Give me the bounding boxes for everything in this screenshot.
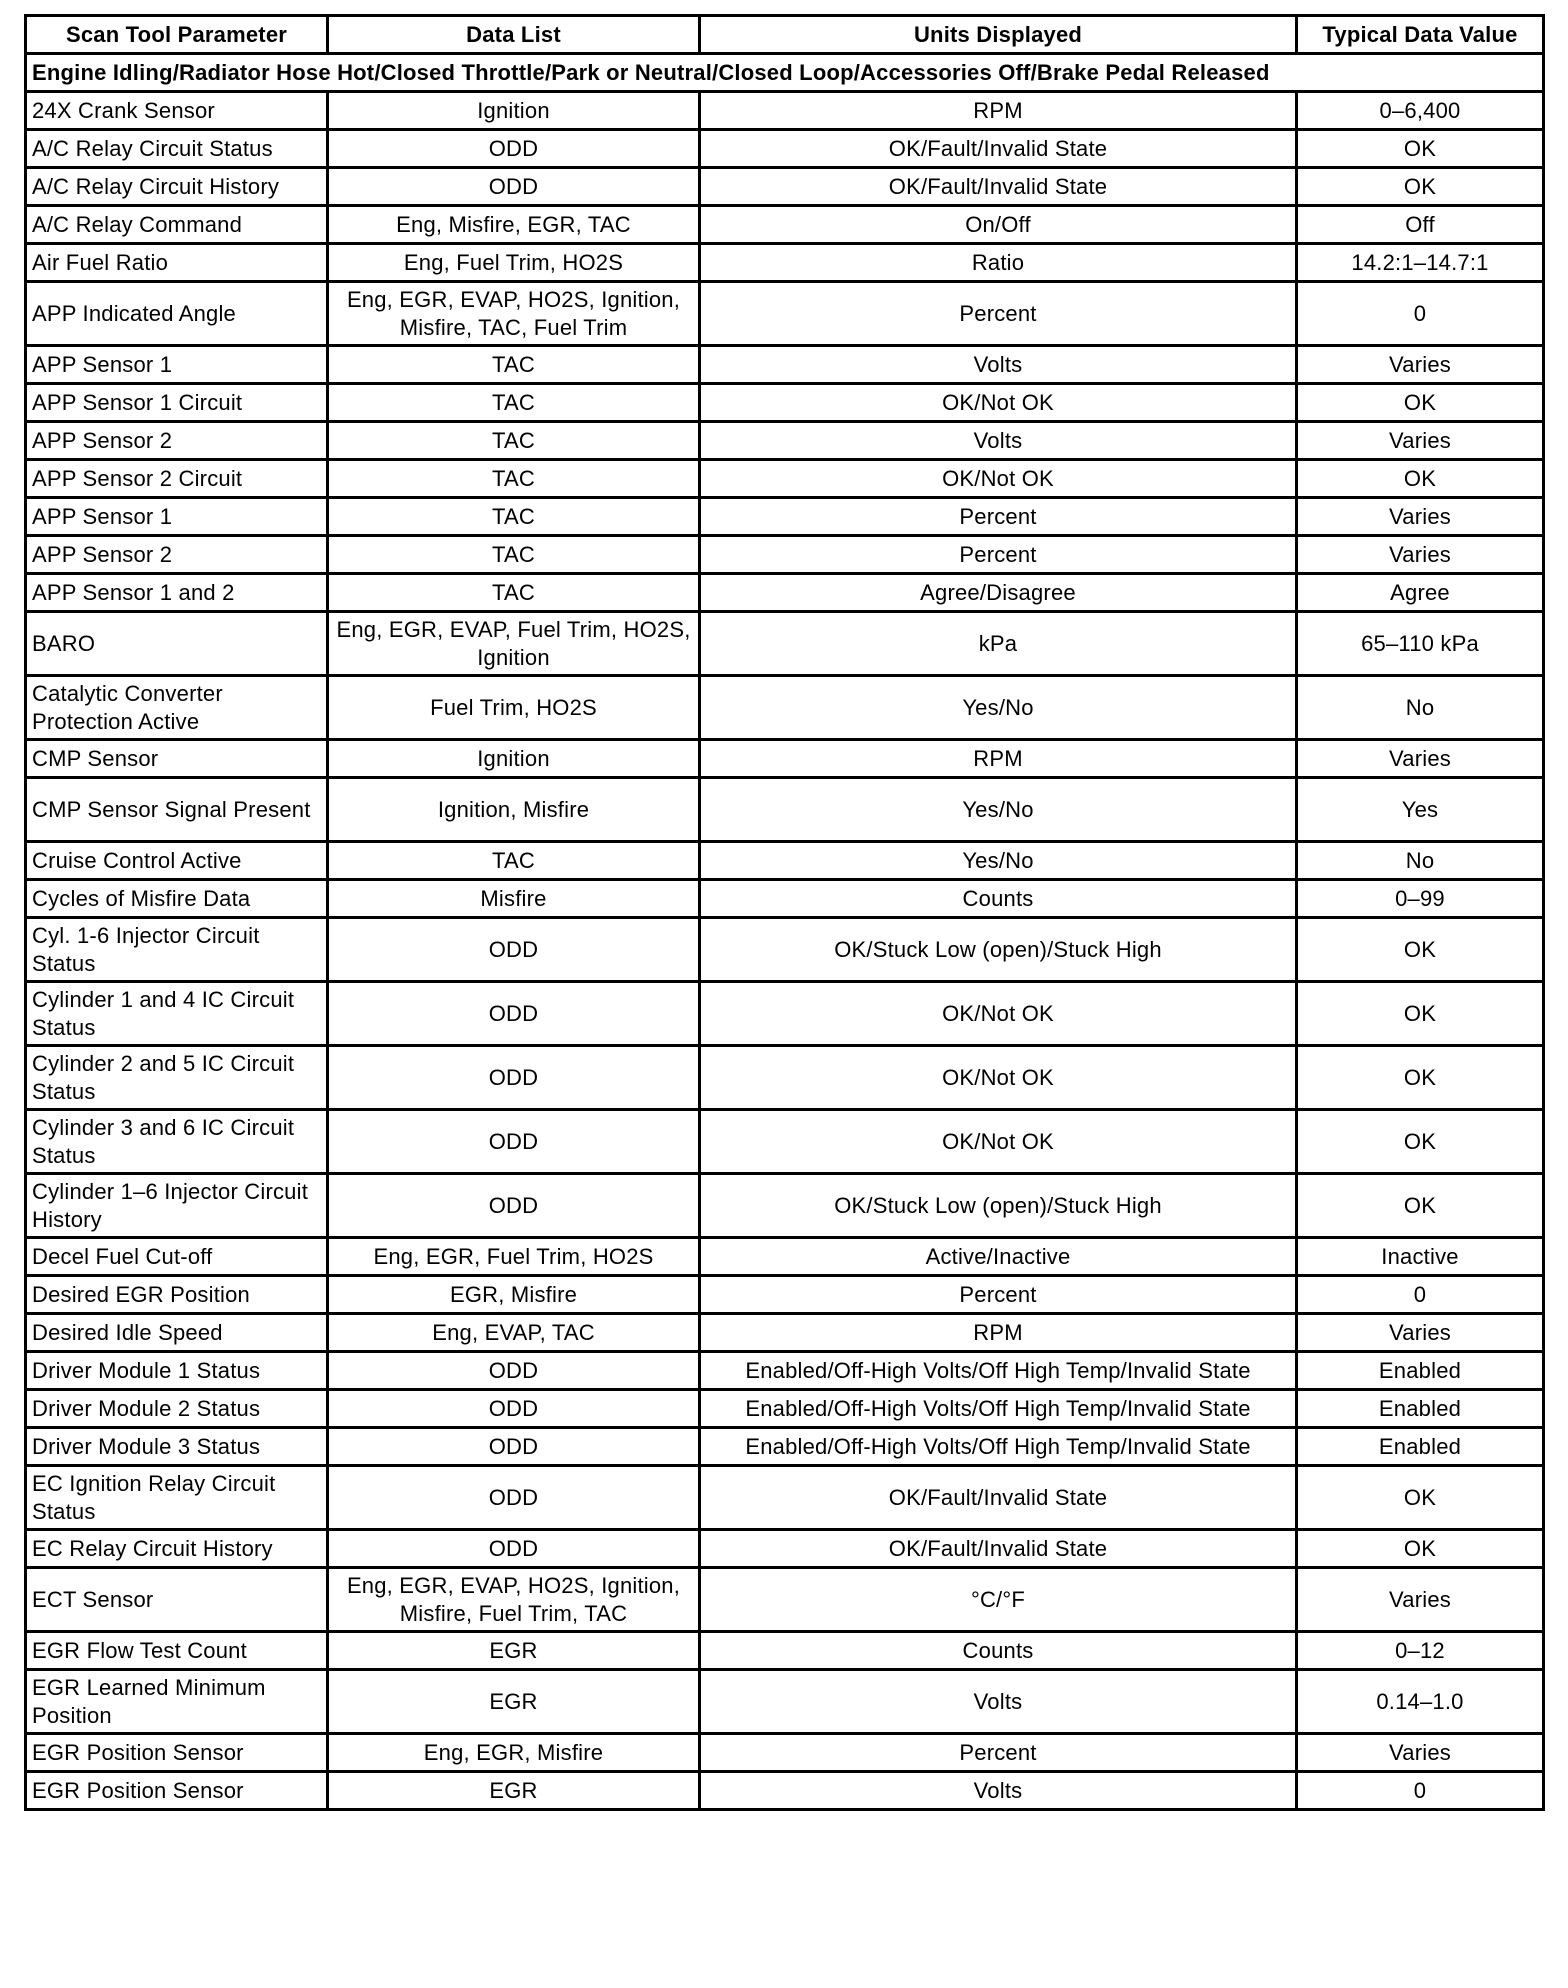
cell-scan-tool-parameter: EGR Flow Test Count [26, 1632, 328, 1670]
cell-scan-tool-parameter: APP Sensor 2 [26, 422, 328, 460]
cell-scan-tool-parameter: EGR Position Sensor [26, 1772, 328, 1810]
cell-units-displayed: RPM [700, 1314, 1297, 1352]
cell-typical-data-value: Enabled [1297, 1352, 1544, 1390]
cell-scan-tool-parameter: Driver Module 1 Status [26, 1352, 328, 1390]
cell-units-displayed: OK/Not OK [700, 1110, 1297, 1174]
table-row [26, 740, 1544, 778]
table-row [26, 1238, 1544, 1276]
table-row [26, 498, 1544, 536]
cell-typical-data-value: 65–110 kPa [1297, 612, 1544, 676]
cell-data-list: TAC [328, 384, 700, 422]
cell-scan-tool-parameter: Desired EGR Position [26, 1276, 328, 1314]
table-row [26, 1174, 1544, 1238]
table-row [26, 880, 1544, 918]
table-row [26, 1276, 1544, 1314]
cell-scan-tool-parameter: Driver Module 3 Status [26, 1428, 328, 1466]
cell-typical-data-value: OK [1297, 384, 1544, 422]
table-row [26, 168, 1544, 206]
condition-row [26, 54, 1544, 92]
cell-units-displayed: OK/Fault/Invalid State [700, 1466, 1297, 1530]
cell-data-list: Eng, EGR, Misfire [328, 1734, 700, 1772]
cell-data-list: Eng, Misfire, EGR, TAC [328, 206, 700, 244]
cell-typical-data-value: 0 [1297, 1772, 1544, 1810]
cell-data-list: ODD [328, 1110, 700, 1174]
cell-data-list: ODD [328, 982, 700, 1046]
table-row [26, 206, 1544, 244]
cell-data-list: Eng, EGR, EVAP, HO2S, Ignition, Misfire, TAC, Fuel Trim [328, 282, 700, 346]
cell-typical-data-value: OK [1297, 1174, 1544, 1238]
cell-typical-data-value: Enabled [1297, 1390, 1544, 1428]
cell-scan-tool-parameter: APP Sensor 1 [26, 346, 328, 384]
cell-data-list: TAC [328, 536, 700, 574]
cell-scan-tool-parameter: Cylinder 1–6 Injector Circuit History [26, 1174, 328, 1238]
header-scan-tool-parameter: Scan Tool Parameter [26, 16, 328, 54]
cell-typical-data-value: No [1297, 842, 1544, 880]
cell-units-displayed: OK/Not OK [700, 1046, 1297, 1110]
cell-typical-data-value: 0.14–1.0 [1297, 1670, 1544, 1734]
table-row [26, 1110, 1544, 1174]
table-row [26, 1734, 1544, 1772]
cell-data-list: Misfire [328, 880, 700, 918]
cell-scan-tool-parameter: Desired Idle Speed [26, 1314, 328, 1352]
table-row [26, 346, 1544, 384]
cell-scan-tool-parameter: ECT Sensor [26, 1568, 328, 1632]
cell-units-displayed: Yes/No [700, 676, 1297, 740]
scan-tool-data-table [24, 14, 1545, 1811]
cell-data-list: ODD [328, 1046, 700, 1110]
cell-units-displayed: OK/Stuck Low (open)/Stuck High [700, 1174, 1297, 1238]
table-row [26, 1314, 1544, 1352]
cell-scan-tool-parameter: APP Sensor 1 and 2 [26, 574, 328, 612]
cell-units-displayed: Ratio [700, 244, 1297, 282]
cell-units-displayed: °C/°F [700, 1568, 1297, 1632]
cell-typical-data-value: OK [1297, 1046, 1544, 1110]
cell-units-displayed: Enabled/Off-High Volts/Off High Temp/Invalid State [700, 1428, 1297, 1466]
cell-typical-data-value: OK [1297, 1530, 1544, 1568]
table-row [26, 422, 1544, 460]
cell-scan-tool-parameter: Driver Module 2 Status [26, 1390, 328, 1428]
cell-data-list: Eng, EGR, Fuel Trim, HO2S [328, 1238, 700, 1276]
cell-units-displayed: OK/Fault/Invalid State [700, 1530, 1297, 1568]
cell-units-displayed: RPM [700, 92, 1297, 130]
cell-typical-data-value: 0–99 [1297, 880, 1544, 918]
cell-scan-tool-parameter: Cylinder 3 and 6 IC Circuit Status [26, 1110, 328, 1174]
cell-typical-data-value: OK [1297, 1466, 1544, 1530]
cell-typical-data-value: OK [1297, 918, 1544, 982]
cell-data-list: EGR, Misfire [328, 1276, 700, 1314]
cell-scan-tool-parameter: Cylinder 2 and 5 IC Circuit Status [26, 1046, 328, 1110]
cell-scan-tool-parameter: Cycles of Misfire Data [26, 880, 328, 918]
table-row [26, 1046, 1544, 1110]
cell-typical-data-value: Varies [1297, 1568, 1544, 1632]
table-row [26, 1632, 1544, 1670]
cell-data-list: Eng, EVAP, TAC [328, 1314, 700, 1352]
cell-data-list: ODD [328, 1466, 700, 1530]
table-row [26, 1390, 1544, 1428]
table-row [26, 1530, 1544, 1568]
cell-scan-tool-parameter: Cruise Control Active [26, 842, 328, 880]
cell-data-list: TAC [328, 498, 700, 536]
table-row [26, 778, 1544, 842]
cell-data-list: Ignition [328, 92, 700, 130]
header-units-displayed: Units Displayed [700, 16, 1297, 54]
cell-data-list: TAC [328, 346, 700, 384]
cell-typical-data-value: Varies [1297, 422, 1544, 460]
cell-units-displayed: Volts [700, 422, 1297, 460]
cell-typical-data-value: Varies [1297, 1734, 1544, 1772]
cell-typical-data-value: Yes [1297, 778, 1544, 842]
cell-typical-data-value: No [1297, 676, 1544, 740]
table-row [26, 1670, 1544, 1734]
cell-units-displayed: Counts [700, 880, 1297, 918]
cell-typical-data-value: Enabled [1297, 1428, 1544, 1466]
cell-data-list: TAC [328, 422, 700, 460]
table-row [26, 1568, 1544, 1632]
cell-units-displayed: Percent [700, 498, 1297, 536]
cell-typical-data-value: Varies [1297, 536, 1544, 574]
cell-scan-tool-parameter: 24X Crank Sensor [26, 92, 328, 130]
cell-scan-tool-parameter: A/C Relay Circuit Status [26, 130, 328, 168]
table-row [26, 1428, 1544, 1466]
cell-data-list: TAC [328, 460, 700, 498]
cell-data-list: ODD [328, 168, 700, 206]
table-row [26, 282, 1544, 346]
cell-units-displayed: OK/Fault/Invalid State [700, 130, 1297, 168]
cell-scan-tool-parameter: Air Fuel Ratio [26, 244, 328, 282]
cell-typical-data-value: Inactive [1297, 1238, 1544, 1276]
cell-scan-tool-parameter: CMP Sensor [26, 740, 328, 778]
cell-scan-tool-parameter: EGR Learned Minimum Position [26, 1670, 328, 1734]
cell-typical-data-value: 0–12 [1297, 1632, 1544, 1670]
table-row [26, 918, 1544, 982]
cell-typical-data-value: Varies [1297, 740, 1544, 778]
cell-scan-tool-parameter: BARO [26, 612, 328, 676]
cell-typical-data-value: OK [1297, 130, 1544, 168]
cell-data-list: ODD [328, 1174, 700, 1238]
cell-data-list: Eng, Fuel Trim, HO2S [328, 244, 700, 282]
cell-units-displayed: Yes/No [700, 842, 1297, 880]
cell-typical-data-value: 14.2:1–14.7:1 [1297, 244, 1544, 282]
cell-scan-tool-parameter: APP Sensor 1 Circuit [26, 384, 328, 422]
cell-scan-tool-parameter: CMP Sensor Signal Present [26, 778, 328, 842]
table-row [26, 536, 1544, 574]
table-row [26, 982, 1544, 1046]
cell-data-list: Eng, EGR, EVAP, Fuel Trim, HO2S, Ignition [328, 612, 700, 676]
table-row [26, 574, 1544, 612]
table-row [26, 842, 1544, 880]
cell-typical-data-value: 0 [1297, 1276, 1544, 1314]
cell-typical-data-value: Varies [1297, 1314, 1544, 1352]
cell-data-list: ODD [328, 918, 700, 982]
cell-units-displayed: kPa [700, 612, 1297, 676]
cell-typical-data-value: 0 [1297, 282, 1544, 346]
cell-units-displayed: OK/Not OK [700, 460, 1297, 498]
cell-typical-data-value: OK [1297, 1110, 1544, 1174]
cell-scan-tool-parameter: Cyl. 1-6 Injector Circuit Status [26, 918, 328, 982]
cell-data-list: EGR [328, 1772, 700, 1810]
cell-scan-tool-parameter: Decel Fuel Cut-off [26, 1238, 328, 1276]
cell-scan-tool-parameter: EGR Position Sensor [26, 1734, 328, 1772]
table-row [26, 130, 1544, 168]
table-row [26, 612, 1544, 676]
cell-scan-tool-parameter: Cylinder 1 and 4 IC Circuit Status [26, 982, 328, 1046]
cell-scan-tool-parameter: A/C Relay Circuit History [26, 168, 328, 206]
cell-typical-data-value: OK [1297, 460, 1544, 498]
cell-typical-data-value: OK [1297, 168, 1544, 206]
cell-units-displayed: Percent [700, 1734, 1297, 1772]
cell-scan-tool-parameter: EC Relay Circuit History [26, 1530, 328, 1568]
table-row [26, 384, 1544, 422]
header-typical-data-value: Typical Data Value [1297, 16, 1544, 54]
cell-typical-data-value: Off [1297, 206, 1544, 244]
table-row [26, 244, 1544, 282]
cell-units-displayed: Yes/No [700, 778, 1297, 842]
cell-units-displayed: Counts [700, 1632, 1297, 1670]
table-row [26, 1466, 1544, 1530]
cell-units-displayed: Percent [700, 536, 1297, 574]
cell-data-list: ODD [328, 1530, 700, 1568]
operating-condition: Engine Idling/Radiator Hose Hot/Closed Throttle/Park or Neutral/Closed Loop/Accessories Off/Brake Pedal Released [26, 54, 1544, 92]
cell-units-displayed: Volts [700, 1772, 1297, 1810]
cell-units-displayed: Enabled/Off-High Volts/Off High Temp/Invalid State [700, 1390, 1297, 1428]
cell-units-displayed: Percent [700, 282, 1297, 346]
table-row [26, 460, 1544, 498]
cell-data-list: EGR [328, 1670, 700, 1734]
cell-scan-tool-parameter: APP Indicated Angle [26, 282, 328, 346]
cell-units-displayed: Agree/Disagree [700, 574, 1297, 612]
table-row [26, 1352, 1544, 1390]
cell-typical-data-value: Agree [1297, 574, 1544, 612]
cell-units-displayed: Percent [700, 1276, 1297, 1314]
cell-data-list: ODD [328, 1428, 700, 1466]
header-row [26, 16, 1544, 54]
cell-data-list: Eng, EGR, EVAP, HO2S, Ignition, Misfire, Fuel Trim, TAC [328, 1568, 700, 1632]
cell-scan-tool-parameter: A/C Relay Command [26, 206, 328, 244]
cell-scan-tool-parameter: APP Sensor 2 [26, 536, 328, 574]
cell-data-list: Fuel Trim, HO2S [328, 676, 700, 740]
cell-units-displayed: Active/Inactive [700, 1238, 1297, 1276]
cell-units-displayed: OK/Fault/Invalid State [700, 168, 1297, 206]
cell-data-list: TAC [328, 842, 700, 880]
cell-units-displayed: Enabled/Off-High Volts/Off High Temp/Invalid State [700, 1352, 1297, 1390]
header-data-list: Data List [328, 16, 700, 54]
cell-units-displayed: Volts [700, 1670, 1297, 1734]
cell-scan-tool-parameter: Catalytic Converter Protection Active [26, 676, 328, 740]
cell-units-displayed: OK/Stuck Low (open)/Stuck High [700, 918, 1297, 982]
cell-units-displayed: OK/Not OK [700, 384, 1297, 422]
cell-units-displayed: On/Off [700, 206, 1297, 244]
cell-data-list: ODD [328, 130, 700, 168]
table-row [26, 676, 1544, 740]
cell-typical-data-value: 0–6,400 [1297, 92, 1544, 130]
table-row [26, 1772, 1544, 1810]
cell-typical-data-value: Varies [1297, 498, 1544, 536]
table-row [26, 92, 1544, 130]
cell-scan-tool-parameter: APP Sensor 2 Circuit [26, 460, 328, 498]
cell-data-list: EGR [328, 1632, 700, 1670]
cell-data-list: ODD [328, 1390, 700, 1428]
cell-data-list: Ignition [328, 740, 700, 778]
cell-scan-tool-parameter: EC Ignition Relay Circuit Status [26, 1466, 328, 1530]
cell-data-list: TAC [328, 574, 700, 612]
cell-typical-data-value: Varies [1297, 346, 1544, 384]
cell-scan-tool-parameter: APP Sensor 1 [26, 498, 328, 536]
cell-data-list: ODD [328, 1352, 700, 1390]
cell-data-list: Ignition, Misfire [328, 778, 700, 842]
cell-units-displayed: RPM [700, 740, 1297, 778]
table-body [26, 54, 1544, 1810]
cell-units-displayed: OK/Not OK [700, 982, 1297, 1046]
cell-typical-data-value: OK [1297, 982, 1544, 1046]
cell-units-displayed: Volts [700, 346, 1297, 384]
